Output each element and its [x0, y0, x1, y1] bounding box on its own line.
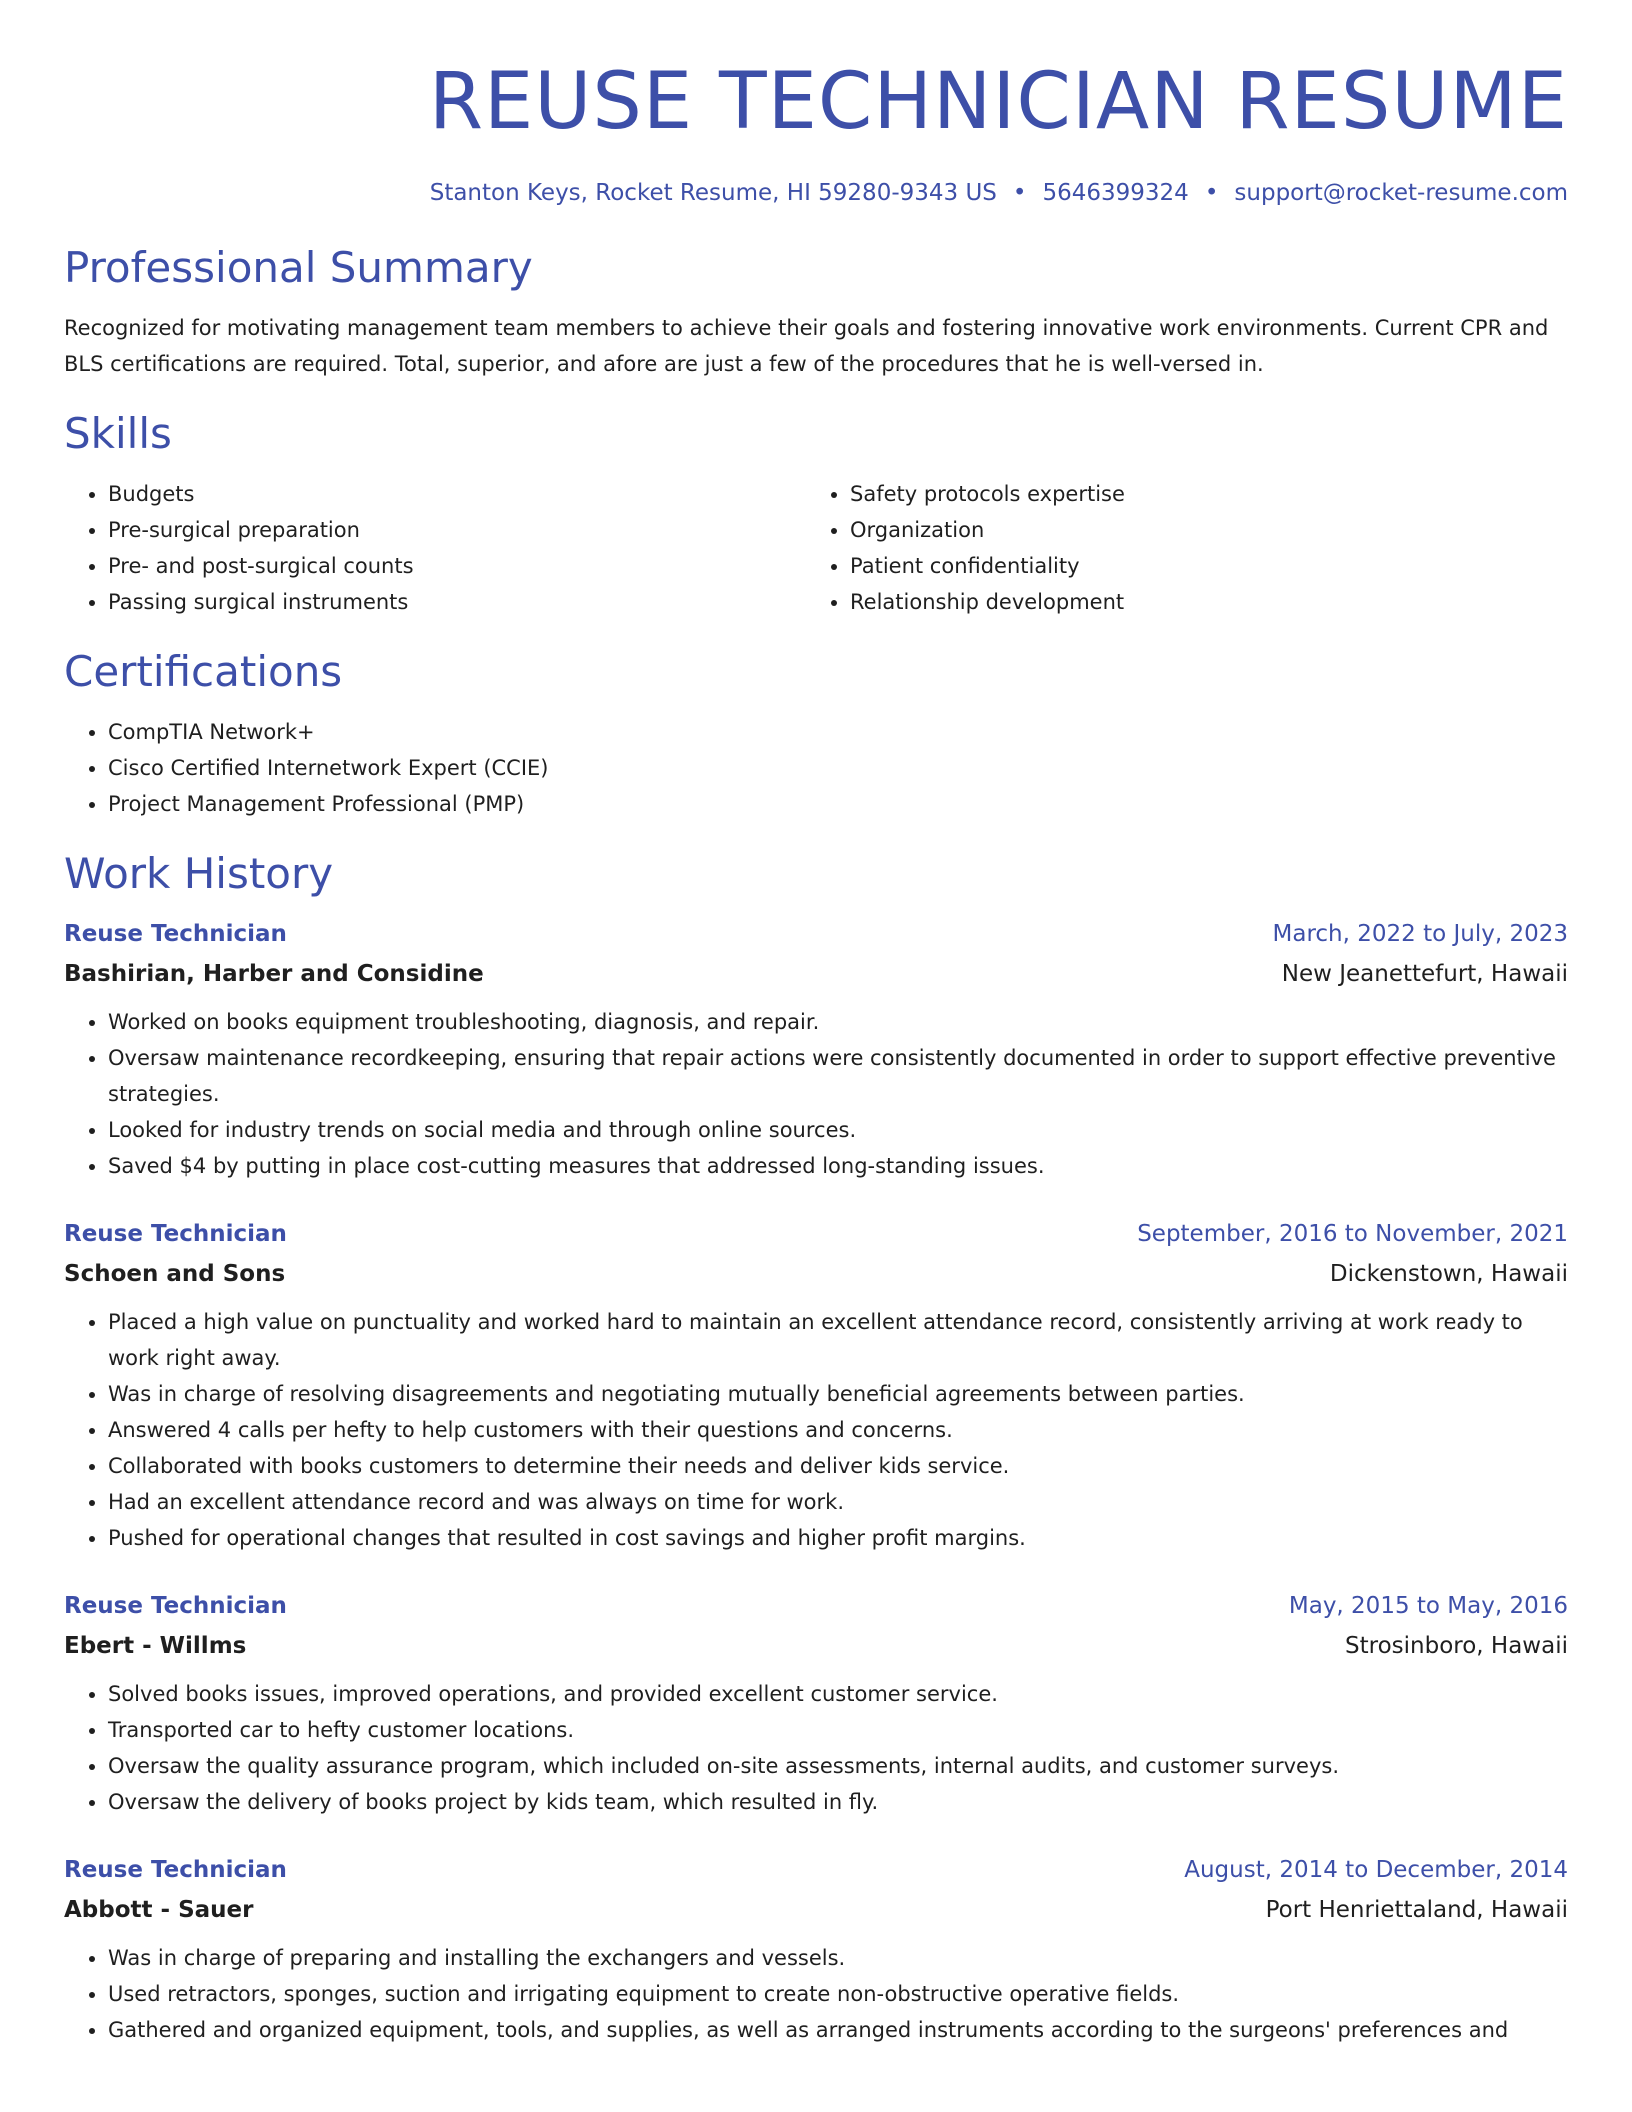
contact-email: support@rocket-resume.com: [1234, 180, 1568, 206]
summary-heading: Professional Summary: [64, 243, 533, 292]
job-company: Bashirian, Harber and Considine: [64, 961, 484, 987]
job-dates: May, 2015 to May, 2016: [1288, 1593, 1568, 1619]
certification-item: • Project Management Professional (PMP): [108, 786, 1568, 822]
job-bullet: • Had an excellent attendance record and was always on time for work.: [108, 1484, 1568, 1520]
job-bullet: • Worked on books equipment troubleshooting, diagnosis, and repair.: [108, 1004, 1568, 1040]
certification-item: • Cisco Certified Internetwork Expert (CCIE): [108, 750, 1568, 786]
skill-item: • Budgets: [108, 476, 806, 512]
contact-phone: 5646399324: [1042, 180, 1189, 206]
job-bullet: • Oversaw maintenance recordkeeping, ensuring that repair actions were consistently documented in order to support effective preventive strategies.: [108, 1040, 1568, 1112]
job-dates: September, 2016 to November, 2021: [1137, 1221, 1568, 1247]
job-bullet: • Looked for industry trends on social media and through online sources.: [108, 1112, 1568, 1148]
skill-item: • Patient confidentiality: [850, 548, 1548, 584]
job-location: New Jeanettefurt, Hawaii: [1281, 961, 1568, 987]
skill-item: • Organization: [850, 512, 1548, 548]
job-bullets: [64, 1304, 1568, 1556]
job-bullet: • Used retractors, sponges, suction and irrigating equipment to create non-obstructive operative fields.: [108, 1976, 1568, 2012]
skills-list-right: [806, 476, 1548, 620]
job-bullet: • Transported car to hefty customer locations.: [108, 1712, 1568, 1748]
job-bullet: • Saved $4 by putting in place cost-cutting measures that addressed long-standing issues.: [108, 1148, 1568, 1184]
job-entry: [64, 1850, 1568, 2048]
job-bullet: • Collaborated with books customers to determine their needs and deliver kids service.: [108, 1448, 1568, 1484]
certifications-heading: Certifications: [64, 647, 343, 696]
resume-title: REUSE TECHNICIAN RESUME: [428, 57, 1568, 147]
job-bullet: • Solved books issues, improved operations, and provided excellent customer service.: [108, 1676, 1568, 1712]
job-title: Reuse Technician: [64, 1221, 287, 1247]
job-bullet: • Pushed for operational changes that resulted in cost savings and higher profit margins.: [108, 1520, 1568, 1556]
job-company: Ebert - Willms: [64, 1633, 247, 1659]
job-entry: [64, 914, 1568, 1184]
job-title: Reuse Technician: [64, 1593, 287, 1619]
job-bullet: • Oversaw the quality assurance program, which included on-site assessments, internal audits, and customer surveys.: [108, 1748, 1568, 1784]
job-dates: March, 2022 to July, 2023: [1272, 921, 1568, 947]
contact-address: Stanton Keys, Rocket Resume, HI 59280-9343 US: [429, 180, 997, 206]
skill-item: • Passing surgical instruments: [108, 584, 806, 620]
job-bullets: [64, 1940, 1568, 2048]
skill-item: • Pre-surgical preparation: [108, 512, 806, 548]
contact-separator: •: [1012, 180, 1027, 206]
skills-list-left: [64, 476, 806, 620]
job-title: Reuse Technician: [64, 1857, 287, 1883]
job-location: Port Henriettaland, Hawaii: [1265, 1897, 1568, 1923]
certifications-list: [64, 714, 1568, 822]
skill-item: • Relationship development: [850, 584, 1548, 620]
job-bullets: [64, 1676, 1568, 1820]
job-bullet: • Gathered and organized equipment, tools, and supplies, as well as arranged instruments according to the surgeons' preferences and: [108, 2012, 1568, 2048]
skill-item: • Safety protocols expertise: [850, 476, 1548, 512]
skill-item: • Pre- and post-surgical counts: [108, 548, 806, 584]
job-title: Reuse Technician: [64, 921, 287, 947]
summary-text: Recognized for motivating management team members to achieve their goals and fostering innovative work environments. Current CPR and BLS certifications are required. Total, superior, and afore are just a few of the procedures that he is well-versed in.: [64, 316, 1549, 376]
skills-columns: [64, 476, 1568, 620]
job-entry: [64, 1214, 1568, 1556]
job-entry: [64, 1586, 1568, 1820]
job-location: Strosinboro, Hawaii: [1345, 1633, 1568, 1659]
certification-item: • CompTIA Network+: [108, 714, 1568, 750]
job-bullets: [64, 1004, 1568, 1184]
job-location: Dickenstown, Hawaii: [1329, 1261, 1568, 1287]
job-bullet: • Oversaw the delivery of books project by kids team, which resulted in fly.: [108, 1784, 1568, 1820]
contact-separator: •: [1204, 180, 1219, 206]
job-bullet: • Was in charge of resolving disagreements and negotiating mutually beneficial agreements between parties.: [108, 1376, 1568, 1412]
skills-heading: Skills: [64, 409, 172, 458]
job-bullet: • Placed a high value on punctuality and worked hard to maintain an excellent attendance record, consistently arriving at work ready to work right away.: [108, 1304, 1568, 1376]
job-bullet: • Was in charge of preparing and installing the exchangers and vessels.: [108, 1940, 1568, 1976]
job-dates: August, 2014 to December, 2014: [1184, 1857, 1568, 1883]
job-company: Schoen and Sons: [64, 1261, 286, 1287]
contact-line: [64, 178, 1568, 208]
work-history-heading: Work History: [64, 849, 334, 898]
job-company: Abbott - Sauer: [64, 1897, 254, 1923]
resume-page: [64, 0, 1568, 2048]
job-bullet: • Answered 4 calls per hefty to help customers with their questions and concerns.: [108, 1412, 1568, 1448]
